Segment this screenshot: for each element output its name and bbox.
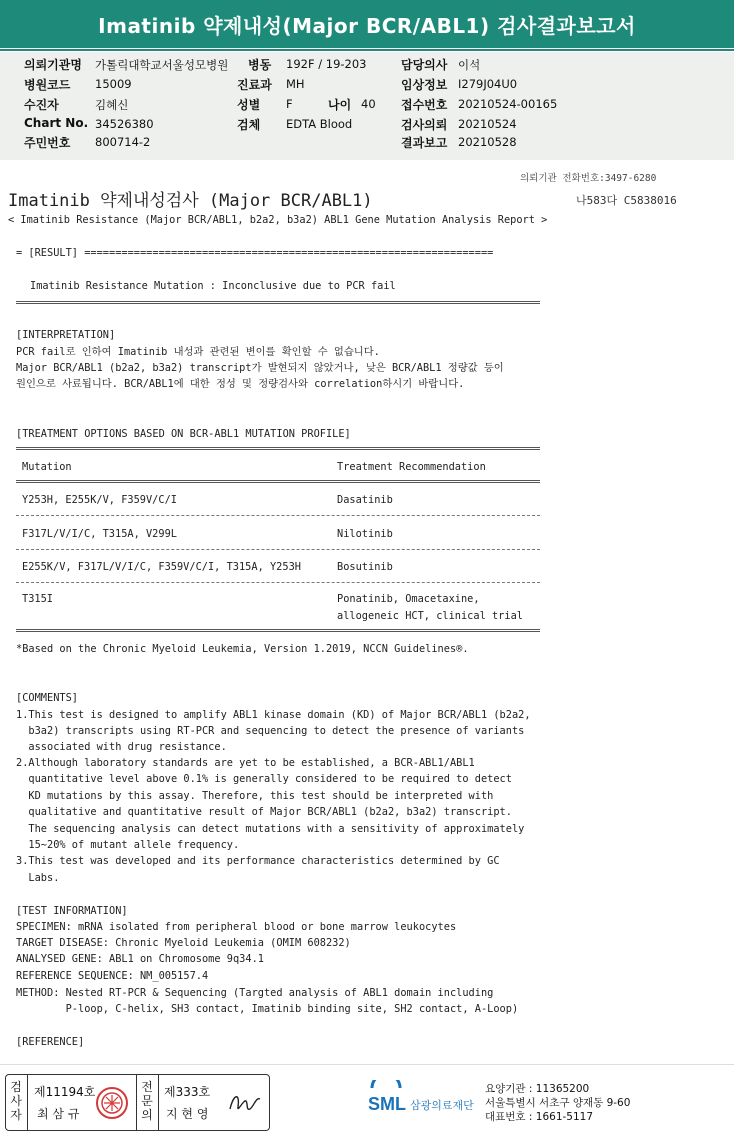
comment-line: quantitative level above 0.1% is generally considered to be required to detect [16,773,512,785]
dept-label: 진료과 [237,78,272,92]
report-date-label: 결과보고 [401,136,448,150]
treatment-cell: Nilotinib [337,528,393,540]
result-line: Imatinib Resistance Mutation : Inconclusive due to PCR fail [30,280,396,292]
test-info-line: REFERENCE SEQUENCE: NM_005157.4 [16,970,209,982]
report-date-value: 20210528 [458,135,517,149]
address: 서울특별시 서초구 양재동 9-60 [485,1097,631,1109]
test-info-line: ANALYSED GENE: ABL1 on Chromosome 9q34.1 [16,953,264,965]
column-mutation: Mutation [22,461,72,473]
hospital-code-value: 15009 [95,77,132,91]
comment-line: associated with drug resistance. [16,741,227,753]
age-label: 나이 [328,98,352,112]
divider [16,480,540,483]
mutation-cell: E255K/V, F317L/V/I/C, F359V/C/I, T315A, Y253H [22,561,301,573]
divider [16,629,540,632]
sml-logo [366,1080,481,1124]
resident-no-label: 주민번호 [24,136,71,150]
treatment-cell: Bosutinib [337,561,393,573]
official-seal-icon [94,1085,130,1121]
age-value: 40 [361,97,376,111]
row-divider [16,549,540,550]
patient-info-section [0,52,734,160]
ward-label: 병동 [248,58,272,72]
treatment-cell: allogeneic HCT, clinical trial [337,610,523,622]
treatment-footnote: *Based on the Chronic Myeloid Leukemia, Version 1.2019, NCCN Guidelines®. [16,643,469,655]
comment-line: KD mutations by this assay. Therefore, this test should be interpreted with [16,790,494,802]
row-divider [16,582,540,583]
clinical-info-label: 임상정보 [401,78,448,92]
signature-box [5,1074,270,1131]
interpretation-line: 원인으로 사료됩니다. BCR/ABL1에 대한 정성 및 정량검사와 correlation하시기 바랍니다. [16,378,465,390]
report-title: Imatinib 약제내성(Major BCR/ABL1) 검사결과보고서 [0,0,734,48]
doctor-label: 담당의사 [401,58,448,72]
treatment-header: [TREATMENT OPTIONS BASED ON BCR-ABL1 MUTATION PROFILE] [16,428,351,440]
specialist-label: 전문의 [141,1080,153,1122]
mutation-cell: T315I [22,593,53,605]
divider [16,447,540,450]
sml-logo-icon [366,1080,481,1120]
test-info-header: [TEST INFORMATION] [16,905,128,917]
divider [158,1075,159,1130]
sex-value: F [286,97,293,111]
row-divider [16,515,540,516]
chart-no-value: 34526380 [95,117,154,131]
comment-line: The sequencing analysis can detect mutations with a sensitivity of approximately [16,823,525,835]
interpretation-line: Major BCR/ABL1 (b2a2, b3a2) transcript가 발현되지 않았거나, 낮은 BCR/ABL1 정량값 등이 [16,362,504,374]
test-info-line: P-loop, C-helix, SH3 contact, Imatinib binding site, SH2 contact, A-Loop) [16,1003,519,1015]
request-date-value: 20210524 [458,117,517,131]
test-title: Imatinib 약제내성검사 (Major BCR/ABL1) [8,191,373,211]
comment-line: 1.This test is designed to amplify ABL1 kinase domain (KD) of Major BCR/ABL1 (b2a2, [16,709,531,721]
rep-phone: 대표번호 : 1661-5117 [485,1111,594,1123]
institution-code: 요양기관 : 11365200 [485,1083,590,1095]
divider [16,301,540,304]
specialist-license-no: 제333호 [164,1085,211,1099]
tester-license-no: 제11194호 [34,1085,96,1099]
institution-value: 가톨릭대학교서울성모병원 [95,58,229,72]
receipt-no-label: 접수번호 [401,98,448,112]
specialist-name: 지 현 영 [166,1107,209,1121]
test-info-line: SPECIMEN: mRNA isolated from peripheral blood or bone marrow leukocytes [16,921,457,933]
sex-label: 성별 [237,98,261,112]
comment-line: qualitative and quantitative result of Major BCR/ABL1 (b2a2, b3a2) transcript. [16,806,512,818]
report-subtitle: < Imatinib Resistance (Major BCR/ABL1, b2a2, b3a2) ABL1 Gene Mutation Analysis Report > [8,214,548,226]
patient-name-label: 수진자 [24,98,59,112]
comment-line: 3.This test was developed and its performance characteristics determined by GC [16,855,500,867]
interpretation-line: PCR fail로 인하여 Imatinib 내성과 관련된 변이를 확인할 수 없습니다. [16,346,380,358]
mutation-cell: Y253H, E255K/V, F359V/C/I [22,494,177,506]
ward-value: 192F / 19-203 [286,57,367,71]
comment-line: b3a2) transcripts using RT-PCR and sequencing to detect the presence of variants [16,725,525,737]
institution-phone: 의뢰기관 전화번호:3497-6280 [520,173,657,184]
tester-name: 최 삼 규 [37,1107,80,1121]
clinical-info-value: I279J04U0 [458,77,518,91]
foundation-name: 삼광의료재단 [410,1099,474,1112]
hospital-code-label: 병원코드 [24,78,71,92]
result-header: = [RESULT] ================================================================== [16,247,494,259]
signature-icon [226,1089,264,1117]
doctor-value: 이석 [458,58,481,72]
test-info-line: METHOD: Nested RT-PCR & Sequencing (Targted analysis of ABL1 domain including [16,987,494,999]
treatment-cell: Ponatinib, Omacetaxine, [337,593,480,605]
comment-line: Labs. [16,872,60,884]
divider [136,1075,137,1130]
specimen-value: EDTA Blood [286,117,353,131]
test-info-line: TARGET DISEASE: Chronic Myeloid Leukemia (OMIM 608232) [16,937,351,949]
comment-line: 15~20% of mutant allele frequency. [16,839,240,851]
test-code: 나583다 C5838016 [576,194,677,207]
dept-value: MH [286,77,305,91]
footer-contact [485,1082,630,1124]
interpretation-header: [INTERPRETATION] [16,329,116,341]
comment-line: 2.Although laboratory standards are yet to be established, a BCR-ABL1/ABL1 [16,757,475,769]
institution-label: 의뢰기관명 [24,58,82,72]
comments-header: [COMMENTS] [16,692,78,704]
specimen-label: 검체 [237,118,261,132]
receipt-no-value: 20210524-00165 [458,97,558,111]
resident-no-value: 800714-2 [95,135,151,149]
request-date-label: 검사의뢰 [401,118,448,132]
tester-label: 검사자 [10,1080,22,1122]
treatment-cell: Dasatinib [337,494,393,506]
sml-logo-text: SML [368,1094,406,1114]
patient-name-value: 김혜신 [95,98,129,112]
column-treatment: Treatment Recommendation [337,461,486,473]
divider [27,1075,28,1130]
reference-header: [REFERENCE] [16,1036,85,1048]
mutation-cell: F317L/V/I/C, T315A, V299L [22,528,177,540]
chart-no-label: Chart No. [24,116,89,130]
